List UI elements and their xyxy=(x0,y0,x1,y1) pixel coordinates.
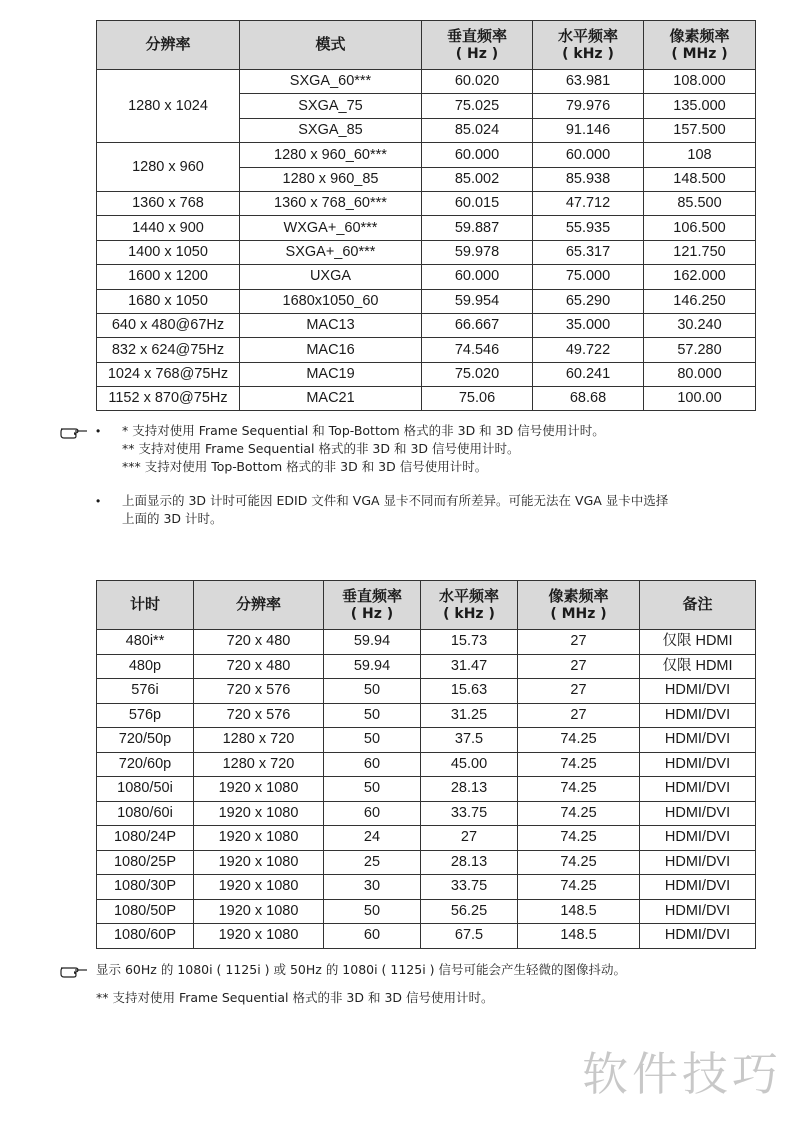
cell-resolution: 720 x 480 xyxy=(194,654,324,679)
cell-horizontal-frequency: 60.000 xyxy=(533,143,644,167)
cell-vertical-frequency: 60 xyxy=(324,801,421,826)
header-vfreq-unit: ( Hz ) xyxy=(455,46,499,63)
cell-timing: 1080/30P xyxy=(97,875,194,900)
cell-vertical-frequency: 60 xyxy=(324,924,421,949)
cell-pixel-clock: 74.25 xyxy=(518,801,640,826)
table-row xyxy=(97,801,756,826)
cell-vertical-frequency: 50 xyxy=(324,679,421,704)
cell-mode: SXGA_60*** xyxy=(240,70,422,94)
cell-vertical-frequency: 59.94 xyxy=(324,654,421,679)
table-row xyxy=(97,654,756,679)
cell-horizontal-frequency: 79.976 xyxy=(533,94,644,118)
cell-horizontal-frequency: 75.000 xyxy=(533,265,644,289)
table-row xyxy=(97,826,756,851)
cell-vertical-frequency: 60.000 xyxy=(422,143,533,167)
table-row xyxy=(97,728,756,753)
header-resolution: 分辨率 xyxy=(97,21,240,70)
header-hfreq-label: 水平频率 xyxy=(557,26,618,45)
header-pixel-clock xyxy=(518,581,640,630)
cell-remark: HDMI/DVI xyxy=(640,826,756,851)
cell-pixel-clock: 148.5 xyxy=(518,899,640,924)
cell-pixel-clock: 106.500 xyxy=(644,216,756,240)
cell-pixel-clock: 135.000 xyxy=(644,94,756,118)
note-bullet: • xyxy=(96,494,101,508)
cell-horizontal-frequency: 65.317 xyxy=(533,240,644,264)
table-row xyxy=(97,387,756,411)
cell-mode: MAC21 xyxy=(240,387,422,411)
cell-resolution: 720 x 480 xyxy=(194,630,324,655)
cell-resolution: 1360 x 768 xyxy=(97,191,240,215)
cell-timing: 1080/50P xyxy=(97,899,194,924)
table-header-row xyxy=(97,581,756,630)
table-row xyxy=(97,143,756,167)
cell-resolution: 1400 x 1050 xyxy=(97,240,240,264)
cell-vertical-frequency: 50 xyxy=(324,728,421,753)
header-pixel-clock xyxy=(644,21,756,70)
cell-mode: SXGA_85 xyxy=(240,118,422,142)
cell-resolution: 1280 x 960 xyxy=(97,143,240,192)
header-pclk-unit: ( MHz ) xyxy=(550,606,607,623)
cell-horizontal-frequency: 67.5 xyxy=(421,924,518,949)
cell-horizontal-frequency: 85.938 xyxy=(533,167,644,191)
cell-mode: WXGA+_60*** xyxy=(240,216,422,240)
table-row xyxy=(97,362,756,386)
cell-mode: MAC16 xyxy=(240,338,422,362)
table-row xyxy=(97,289,756,313)
cell-resolution: 1920 x 1080 xyxy=(194,850,324,875)
cell-pixel-clock: 27 xyxy=(518,703,640,728)
cell-mode: UXGA xyxy=(240,265,422,289)
note-line: 显示 60Hz 的 1080i ( 1125i ) 或 50Hz 的 1080i ( 1125i ) 信号可能会产生轻微的图像抖动。 xyxy=(96,962,627,977)
cell-pixel-clock: 74.25 xyxy=(518,850,640,875)
cell-remark: HDMI/DVI xyxy=(640,899,756,924)
cell-timing: 720/50p xyxy=(97,728,194,753)
cell-mode: SXGA+_60*** xyxy=(240,240,422,264)
cell-resolution: 1024 x 768@75Hz xyxy=(97,362,240,386)
cell-vertical-frequency: 60 xyxy=(324,752,421,777)
table-row xyxy=(97,752,756,777)
cell-pixel-clock: 57.280 xyxy=(644,338,756,362)
cell-horizontal-frequency: 60.241 xyxy=(533,362,644,386)
header-resolution: 分辨率 xyxy=(194,581,324,630)
cell-resolution: 720 x 576 xyxy=(194,703,324,728)
table-row xyxy=(97,191,756,215)
cell-resolution: 1920 x 1080 xyxy=(194,826,324,851)
cell-vertical-frequency: 59.94 xyxy=(324,630,421,655)
cell-horizontal-frequency: 15.73 xyxy=(421,630,518,655)
cell-mode: MAC19 xyxy=(240,362,422,386)
cell-timing: 720/60p xyxy=(97,752,194,777)
cell-resolution: 1280 x 720 xyxy=(194,752,324,777)
cell-pixel-clock: 27 xyxy=(518,630,640,655)
cell-vertical-frequency: 75.025 xyxy=(422,94,533,118)
cell-resolution: 1280 x 1024 xyxy=(97,70,240,143)
cell-pixel-clock: 74.25 xyxy=(518,875,640,900)
table-row xyxy=(97,240,756,264)
cell-pixel-clock: 74.25 xyxy=(518,728,640,753)
cell-horizontal-frequency: 68.68 xyxy=(533,387,644,411)
table-row xyxy=(97,777,756,802)
table-row xyxy=(97,216,756,240)
cell-horizontal-frequency: 31.25 xyxy=(421,703,518,728)
cell-timing: 480p xyxy=(97,654,194,679)
table-row xyxy=(97,703,756,728)
cell-pixel-clock: 157.500 xyxy=(644,118,756,142)
cell-pixel-clock: 74.25 xyxy=(518,752,640,777)
table-header-row xyxy=(97,21,756,70)
note-line: 上面的 3D 计时。 xyxy=(122,511,223,526)
cell-vertical-frequency: 85.024 xyxy=(422,118,533,142)
header-hfreq-unit: ( kHz ) xyxy=(443,606,495,623)
cell-mode: MAC13 xyxy=(240,313,422,337)
header-hfreq-label: 水平频率 xyxy=(438,586,499,605)
cell-resolution: 1920 x 1080 xyxy=(194,777,324,802)
cell-vertical-frequency: 60.020 xyxy=(422,70,533,94)
cell-mode: 1360 x 768_60*** xyxy=(240,191,422,215)
cell-pixel-clock: 108 xyxy=(644,143,756,167)
cell-horizontal-frequency: 33.75 xyxy=(421,801,518,826)
table-row xyxy=(97,630,756,655)
cell-resolution: 1440 x 900 xyxy=(97,216,240,240)
cell-vertical-frequency: 25 xyxy=(324,850,421,875)
cell-vertical-frequency: 75.06 xyxy=(422,387,533,411)
table-row xyxy=(97,924,756,949)
note-line: * 支持对使用 Frame Sequential 和 Top-Bottom 格式的非 3D 和 3D 信号使用计时。 xyxy=(122,423,605,438)
header-vfreq-unit: ( Hz ) xyxy=(350,606,394,623)
cell-vertical-frequency: 30 xyxy=(324,875,421,900)
cell-remark: HDMI/DVI xyxy=(640,875,756,900)
cell-vertical-frequency: 59.978 xyxy=(422,240,533,264)
watermark-text: 软件技巧 xyxy=(582,1047,782,1101)
cell-remark: HDMI/DVI xyxy=(640,703,756,728)
cell-horizontal-frequency: 37.5 xyxy=(421,728,518,753)
cell-pixel-clock: 146.250 xyxy=(644,289,756,313)
table-row xyxy=(97,850,756,875)
header-pclk-label: 像素频率 xyxy=(548,586,609,605)
cell-mode: 1280 x 960_85 xyxy=(240,167,422,191)
cell-horizontal-frequency: 27 xyxy=(421,826,518,851)
cell-resolution: 1680 x 1050 xyxy=(97,289,240,313)
cell-remark: HDMI/DVI xyxy=(640,801,756,826)
notes-hdmi xyxy=(96,961,626,1007)
cell-mode: 1680x1050_60 xyxy=(240,289,422,313)
cell-pixel-clock: 148.500 xyxy=(644,167,756,191)
cell-resolution: 640 x 480@67Hz xyxy=(97,313,240,337)
note-line: ** 支持对使用 Frame Sequential 格式的非 3D 和 3D 信号使用计时。 xyxy=(96,990,494,1005)
cell-timing: 1080/60i xyxy=(97,801,194,826)
pc-timing-table xyxy=(96,20,756,411)
header-hfreq-unit: ( kHz ) xyxy=(562,46,614,63)
cell-remark: HDMI/DVI xyxy=(640,679,756,704)
cell-horizontal-frequency: 28.13 xyxy=(421,850,518,875)
cell-vertical-frequency: 85.002 xyxy=(422,167,533,191)
cell-remark: HDMI/DVI xyxy=(640,924,756,949)
cell-horizontal-frequency: 65.290 xyxy=(533,289,644,313)
cell-pixel-clock: 121.750 xyxy=(644,240,756,264)
cell-horizontal-frequency: 49.722 xyxy=(533,338,644,362)
cell-resolution: 1600 x 1200 xyxy=(97,265,240,289)
cell-timing: 1080/60P xyxy=(97,924,194,949)
cell-horizontal-frequency: 47.712 xyxy=(533,191,644,215)
header-vfreq-label: 垂直频率 xyxy=(446,26,507,45)
cell-pixel-clock: 148.5 xyxy=(518,924,640,949)
table-row xyxy=(97,875,756,900)
cell-vertical-frequency: 66.667 xyxy=(422,313,533,337)
cell-vertical-frequency: 50 xyxy=(324,899,421,924)
note-line: 上面显示的 3D 计时可能因 EDID 文件和 VGA 显卡不同而有所差异。可能无法在 VGA 显卡中选择 xyxy=(122,493,669,508)
note-edid-vga xyxy=(122,492,668,528)
cell-resolution: 832 x 624@75Hz xyxy=(97,338,240,362)
cell-timing: 1080/25P xyxy=(97,850,194,875)
table-row xyxy=(97,70,756,94)
cell-resolution: 1920 x 1080 xyxy=(194,875,324,900)
note-line: *** 支持对使用 Top-Bottom 格式的非 3D 和 3D 信号使用计时。 xyxy=(122,459,488,474)
cell-resolution: 1920 x 1080 xyxy=(194,924,324,949)
hdmi-timing-table xyxy=(96,580,756,949)
cell-resolution: 1152 x 870@75Hz xyxy=(97,387,240,411)
header-horizontal-frequency xyxy=(421,581,518,630)
header-vertical-frequency xyxy=(422,21,533,70)
cell-pixel-clock: 162.000 xyxy=(644,265,756,289)
cell-vertical-frequency: 60.000 xyxy=(422,265,533,289)
pointing-hand-icon xyxy=(60,424,90,440)
note-line: ** 支持对使用 Frame Sequential 格式的非 3D 和 3D 信号使用计时。 xyxy=(122,441,520,456)
cell-horizontal-frequency: 56.25 xyxy=(421,899,518,924)
cell-vertical-frequency: 60.015 xyxy=(422,191,533,215)
cell-horizontal-frequency: 91.146 xyxy=(533,118,644,142)
cell-pixel-clock: 100.00 xyxy=(644,387,756,411)
header-vertical-frequency xyxy=(324,581,421,630)
cell-pixel-clock: 30.240 xyxy=(644,313,756,337)
cell-horizontal-frequency: 63.981 xyxy=(533,70,644,94)
cell-vertical-frequency: 59.954 xyxy=(422,289,533,313)
cell-resolution: 1920 x 1080 xyxy=(194,801,324,826)
table-row xyxy=(97,338,756,362)
cell-horizontal-frequency: 28.13 xyxy=(421,777,518,802)
cell-vertical-frequency: 59.887 xyxy=(422,216,533,240)
cell-horizontal-frequency: 45.00 xyxy=(421,752,518,777)
cell-horizontal-frequency: 15.63 xyxy=(421,679,518,704)
cell-pixel-clock: 27 xyxy=(518,679,640,704)
header-vfreq-label: 垂直频率 xyxy=(341,586,402,605)
cell-pixel-clock: 80.000 xyxy=(644,362,756,386)
note-bullet: • xyxy=(96,424,101,438)
cell-pixel-clock: 85.500 xyxy=(644,191,756,215)
notes-3d-timing xyxy=(122,422,605,476)
cell-vertical-frequency: 50 xyxy=(324,703,421,728)
table-row xyxy=(97,679,756,704)
table-row xyxy=(97,899,756,924)
cell-horizontal-frequency: 31.47 xyxy=(421,654,518,679)
cell-remark: HDMI/DVI xyxy=(640,777,756,802)
cell-timing: 576p xyxy=(97,703,194,728)
cell-timing: 1080/50i xyxy=(97,777,194,802)
cell-timing: 576i xyxy=(97,679,194,704)
cell-mode: 1280 x 960_60*** xyxy=(240,143,422,167)
cell-resolution: 1920 x 1080 xyxy=(194,899,324,924)
cell-vertical-frequency: 24 xyxy=(324,826,421,851)
cell-horizontal-frequency: 55.935 xyxy=(533,216,644,240)
header-remark: 备注 xyxy=(640,581,756,630)
cell-remark: HDMI/DVI xyxy=(640,850,756,875)
cell-remark: HDMI/DVI xyxy=(640,728,756,753)
cell-vertical-frequency: 74.546 xyxy=(422,338,533,362)
pointing-hand-icon xyxy=(60,963,90,979)
cell-mode: SXGA_75 xyxy=(240,94,422,118)
header-horizontal-frequency xyxy=(533,21,644,70)
cell-timing: 480i** xyxy=(97,630,194,655)
cell-horizontal-frequency: 33.75 xyxy=(421,875,518,900)
cell-pixel-clock: 74.25 xyxy=(518,777,640,802)
cell-pixel-clock: 74.25 xyxy=(518,826,640,851)
header-pclk-label: 像素频率 xyxy=(669,26,730,45)
cell-remark: 仅限 HDMI xyxy=(640,630,756,655)
cell-resolution: 1280 x 720 xyxy=(194,728,324,753)
header-pclk-unit: ( MHz ) xyxy=(671,46,728,63)
cell-pixel-clock: 27 xyxy=(518,654,640,679)
table-row xyxy=(97,313,756,337)
cell-vertical-frequency: 50 xyxy=(324,777,421,802)
cell-remark: 仅限 HDMI xyxy=(640,654,756,679)
cell-timing: 1080/24P xyxy=(97,826,194,851)
cell-vertical-frequency: 75.020 xyxy=(422,362,533,386)
table-row xyxy=(97,265,756,289)
cell-horizontal-frequency: 35.000 xyxy=(533,313,644,337)
header-timing: 计时 xyxy=(97,581,194,630)
cell-remark: HDMI/DVI xyxy=(640,752,756,777)
header-mode: 模式 xyxy=(240,21,422,70)
cell-pixel-clock: 108.000 xyxy=(644,70,756,94)
cell-resolution: 720 x 576 xyxy=(194,679,324,704)
